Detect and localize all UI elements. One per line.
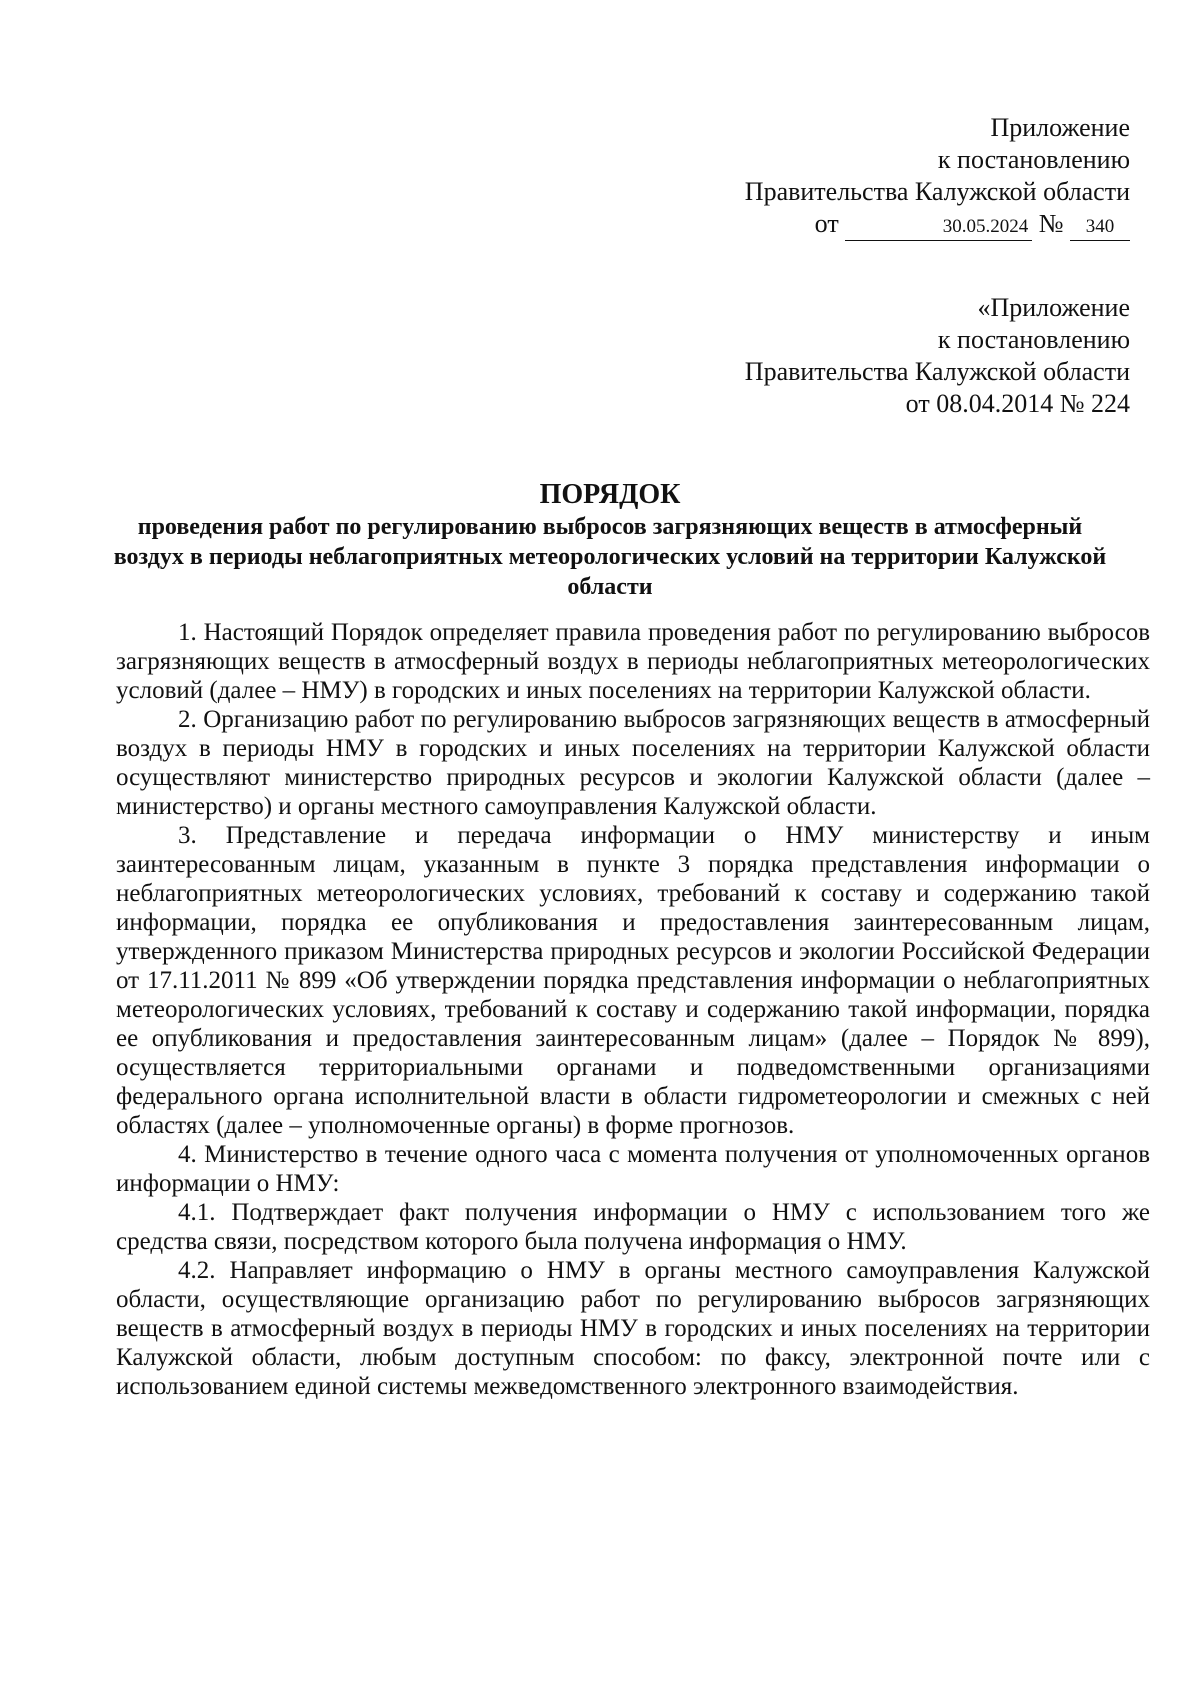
resolution-number: 340 — [1070, 214, 1130, 241]
quoted-date-number: от 08.04.2014 № 224 — [905, 389, 1130, 418]
paragraph-1: 1. Настоящий Порядок определяет правила проведения работ по регулированию выбросов загрязняющих веществ в атмосферный воздух в периоды неблагоприятных метеорологических условий (далее – НМУ) в городских и иных поселениях на территории Калужской области. — [116, 619, 1150, 704]
quoted-appendix-label: «Приложение — [977, 293, 1130, 322]
paragraph-2: 2. Организацию работ по регулированию выбросов загрязняющих веществ в атмосферный воздух в периоды НМУ в городских и иных поселениях на территории Калужской области осуществляют министерство природных ресурсов и экологии Калужской области (далее – министерство) и органы местного самоуправления Калужской области. — [116, 706, 1150, 820]
quoted-resolution-label: к постановлению — [937, 325, 1130, 354]
government-label: Правительства Калужской области — [744, 177, 1130, 206]
number-label: № — [1038, 209, 1064, 238]
appendix-header — [745, 112, 1130, 241]
paragraph-4-1: 4.1. Подтверждает факт получения информации о НМУ с использованием того же средства связи, посредством которого была получена информация о НМУ. — [116, 1199, 1150, 1255]
quoted-appendix-header — [745, 292, 1130, 420]
paragraph-4: 4. Министерство в течение одного часа с момента получения от уполномоченных органов информации о НМУ: — [116, 1141, 1150, 1197]
document-body — [116, 618, 1150, 1401]
resolution-date: 30.05.2024 — [845, 214, 1032, 241]
title-main: ПОРЯДОК — [539, 479, 681, 510]
resolution-label: к постановлению — [937, 145, 1130, 174]
date-number-line — [745, 208, 1130, 241]
document-title — [100, 478, 1120, 602]
from-label: от — [814, 209, 839, 238]
appendix-label: Приложение — [990, 113, 1130, 142]
title-subtitle: проведения работ по регулированию выбросов загрязняющих веществ в атмосферный воздух в периоды неблагоприятных метеорологических условий на территории Калужской области — [113, 514, 1107, 600]
quoted-government-label: Правительства Калужской области — [744, 357, 1130, 386]
paragraph-3: 3. Представление и передача информации о НМУ министерству и иным заинтересованным лицам, указанным в пункте 3 порядка представления информации о неблагоприятных метеорологических условиях, требований к составу и содержанию такой информации, порядка ее опубликования и предоставления заинтересованным лицам, утвержденного приказом Министерства природных ресурсов и экологии Российской Федерации от 17.11.2011 № 899 «Об утверждении порядка представления информации о неблагоприятных метеорологических условиях, требований к составу и содержанию такой информации, порядка ее опубликования и предоставления заинтересованным лицам» (далее – Порядок № 899), осуществляется территориальными органами и подведомственными организациями федерального органа исполнительной власти в области гидрометеорологии и смежных с ней областях (далее – уполномоченные органы) в форме прогнозов. — [116, 822, 1150, 1139]
paragraph-4-2: 4.2. Направляет информацию о НМУ в органы местного самоуправления Калужской области, осуществляющие организацию работ по регулированию выбросов загрязняющих веществ в атмосферный воздух в периоды НМУ в городских и иных поселениях на территории Калужской области, любым доступным способом: по факсу, электронной почте или с использованием единой системы межведомственного электронного взаимодействия. — [116, 1257, 1150, 1400]
